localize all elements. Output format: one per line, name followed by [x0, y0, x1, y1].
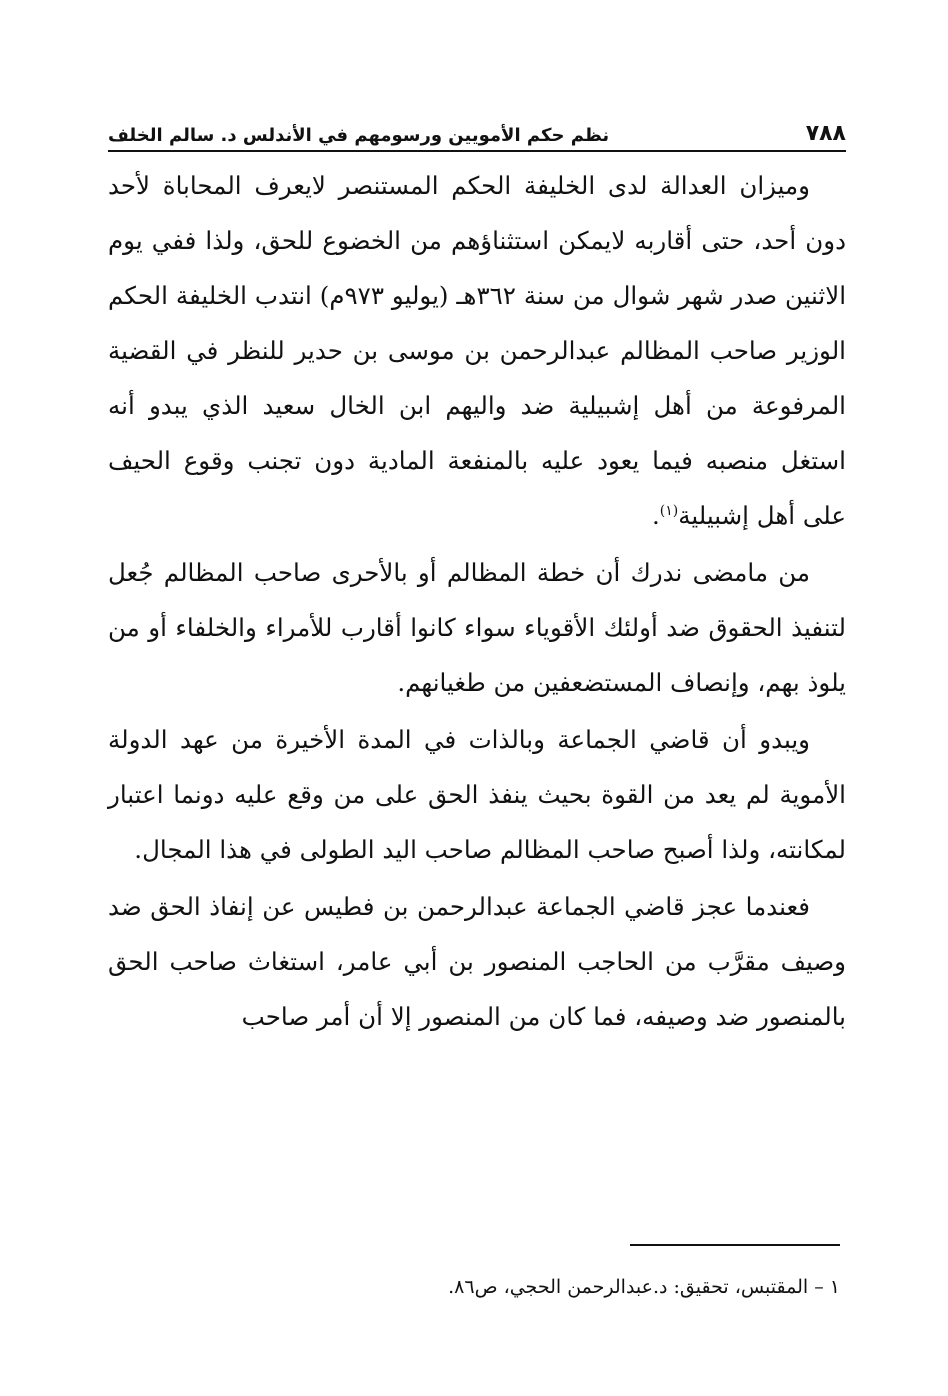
- running-header: [108, 112, 846, 152]
- paragraph-text: من مامضى ندرك أن خطة المظالم أو بالأحرى صاحب المظالم جُعل لتنفيذ الحقوق ضد أولئك الأقوياء سواء كانوا أقارب للأمراء والخلفاء أو من يلوذ بهم، وإنصاف المستضعفين من طغيانهم.: [108, 558, 846, 697]
- paragraph: [108, 545, 846, 710]
- paragraph: [108, 712, 846, 877]
- paragraph-text: وميزان العدالة لدى الخليفة الحكم المستنصر لايعرف المحاباة لأحد دون أحد، حتى أقاربه لايمكن استثناؤهم من الخضوع للحق، ولذا ففي يوم الاثنين صدر شهر شوال من سنة ٣٦٢هـ (يوليو ٩٧٣م) انتدب الخليفة الحكم الوزير صاحب المظالم عبدالرحمن بن موسى بن حدير للنظر في القضية المرفوعة من أهل إشبيلية ضد واليهم ابن الخال سعيد الذي يبدو أنه استغل منصبه فيما يعود عليه بالمنفعة المادية دون تجنب وقوع الحيف على أهل إشبيلية: [108, 171, 847, 530]
- paragraph-text: فعندما عجز قاضي الجماعة عبدالرحمن بن فطيس عن إنفاذ الحق ضد وصيف مقرَّب من الحاجب المنصور بن أبي عامر، استغاث صاحب الحق بالمنصور ضد وصيفه، فما كان من المنصور إلا أن أمر صاحب: [108, 892, 846, 1031]
- paragraph: [108, 879, 846, 1044]
- footnote: ١ – المقتبس، تحقيق: د.عبدالرحمن الحجي، ص٨٦.: [448, 1276, 840, 1298]
- paragraph-text: ويبدو أن قاضي الجماعة وبالذات في المدة الأخيرة من عهد الدولة الأموية لم يعد من القوة بحيث ينفذ الحق على من وقع عليه دونما اعتبار لمكانته، ولذا أصبح صاحب المظالم صاحب اليد الطولى في هذا المجال.: [108, 725, 846, 864]
- paragraph-tail: .: [651, 501, 660, 530]
- footnote-divider: [630, 1244, 840, 1246]
- paragraph: [108, 158, 846, 543]
- footnote-reference[interactable]: (١): [659, 502, 679, 519]
- page-number: ٧٨٨: [805, 121, 846, 146]
- running-title: نظم حكم الأمويين ورسومهم في الأندلس د. سالم الخلف: [108, 125, 610, 146]
- body-text: [108, 158, 846, 1046]
